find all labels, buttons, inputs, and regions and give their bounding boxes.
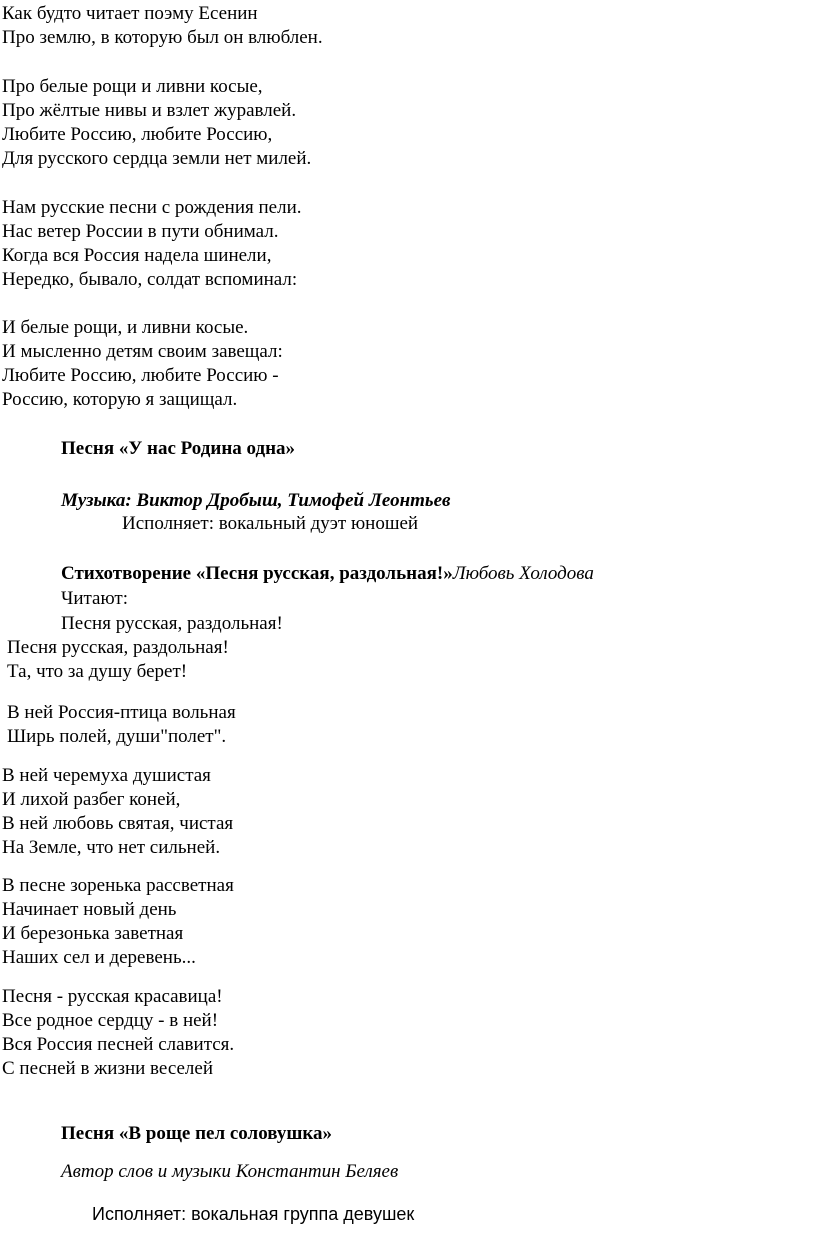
poem-2-readers: Читают: — [61, 588, 129, 609]
poem-2-line: На Земле, что нет сильней. — [2, 837, 221, 858]
poem-1-line: Про землю, в которую был он влюблен. — [2, 27, 323, 48]
poem-2-author: Любовь Холодова — [452, 563, 594, 584]
poem-2-heading — [61, 562, 594, 586]
poem-2-line: И лихой разбег коней, — [2, 789, 181, 810]
poem-2-line: В ней Россия-птица вольная — [7, 702, 236, 723]
poem-1-line: Нам русские песни с рождения пели. — [2, 197, 302, 218]
poem-2-line: В ней черемуха душистая — [2, 765, 211, 786]
poem-1-line: Нередко, бывало, солдат вспоминал: — [2, 269, 298, 290]
poem-2-line: Наших сел и деревень... — [2, 947, 196, 968]
song-2-performer: Исполняет: вокальная группа девушек — [92, 1204, 415, 1224]
poem-1-line: Про белые рощи и ливни косые, — [2, 76, 263, 97]
poem-1-line: Любите Россию, любите Россию, — [2, 124, 273, 145]
song-2-author-credit: Автор слов и музыки Константин Беляев — [61, 1161, 399, 1182]
poem-1-line: Как будто читает поэму Есенин — [2, 3, 258, 24]
poem-2-line: Та, что за душу берет! — [7, 661, 188, 682]
poem-2-line: В песне зоренька рассветная — [2, 875, 234, 896]
poem-1-line: Россию, которую я защищал. — [2, 389, 238, 410]
poem-2-line: Все родное сердцу - в ней! — [2, 1010, 219, 1031]
song-1-music-credit: Музыка: Виктор Дробыш, Тимофей Леонтьев — [61, 490, 451, 511]
poem-2-line: Ширь полей, души"полет". — [7, 726, 227, 747]
poem-1-line: Когда вся Россия надела шинели, — [2, 245, 272, 266]
poem-2-line: Песня - русская красавица! — [2, 986, 223, 1007]
poem-2-line: И березонька заветная — [2, 923, 184, 944]
song-2-title: Песня «В роще пел соловушка» — [61, 1123, 333, 1144]
poem-2-line: Песня русская, раздольная! — [7, 637, 229, 658]
poem-1-line: Для русского сердца земли нет милей. — [2, 148, 312, 169]
poem-2-first-line: Песня русская, раздольная! — [61, 613, 283, 634]
poem-1-line: Нас ветер России в пути обнимал. — [2, 221, 279, 242]
poem-1-line: И белые рощи, и ливни косые. — [2, 317, 249, 338]
poem-2-line: Вся Россия песней славится. — [2, 1034, 235, 1055]
poem-1-line: Про жёлтые нивы и взлет журавлей. — [2, 100, 297, 121]
poem-2-line: С песней в жизни веселей — [2, 1058, 214, 1079]
poem-1-line: И мысленно детям своим завещал: — [2, 341, 283, 362]
poem-1-line: Любите Россию, любите Россию - — [2, 365, 279, 386]
song-1-performer: Исполняет: вокальный дуэт юношей — [122, 513, 419, 534]
poem-2-line: В ней любовь святая, чистая — [2, 813, 234, 834]
poem-2-line: Начинает новый день — [2, 899, 177, 920]
poem-2-label: Стихотворение «Песня русская, раздольная!» — [61, 563, 453, 584]
song-1-title: Песня «У нас Родина одна» — [61, 438, 296, 459]
